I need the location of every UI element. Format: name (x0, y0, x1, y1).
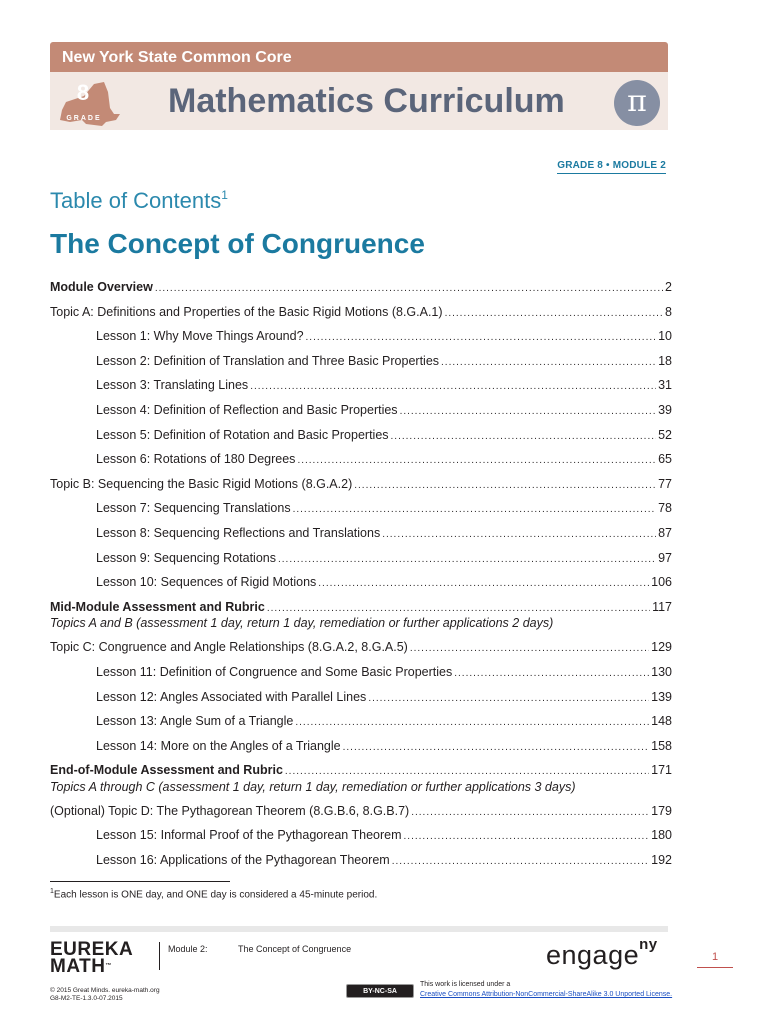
toc-page-number: 78 (658, 501, 672, 516)
toc-page-number: 87 (658, 525, 672, 540)
license-notice (420, 980, 672, 1000)
toc-entry-label: (Optional) Topic D: The Pythagorean Theorem (8.G.B.6, 8.G.B.7) (50, 803, 410, 818)
toc-dot-leader (250, 377, 656, 395)
toc-section-row[interactable] (50, 803, 672, 828)
eureka-math-logo (50, 941, 132, 975)
toc-lesson-row[interactable] (50, 353, 672, 378)
toc-dot-leader (318, 574, 649, 592)
toc-dot-leader (293, 500, 657, 518)
toc-dot-leader (400, 402, 657, 420)
curriculum-banner: New York State Common Core (50, 42, 668, 72)
copyright (50, 987, 160, 1003)
license-text: This work is licensed under a (420, 981, 511, 988)
toc-dot-leader (382, 525, 656, 543)
logo-word-math (50, 958, 132, 975)
logo-word-math-text: MATH (50, 956, 106, 977)
logo-word-eureka: EUREKA (50, 939, 134, 960)
toc-page-number: 129 (651, 640, 672, 655)
toc-dot-leader (306, 328, 657, 346)
toc-page-number: 97 (658, 550, 672, 565)
table-of-contents (50, 279, 672, 877)
toc-lesson-row[interactable] (50, 713, 672, 738)
toc-page-number: 117 (652, 599, 672, 614)
toc-entry-label: Lesson 9: Sequencing Rotations (96, 550, 276, 565)
toc-entry-label: Lesson 12: Angles Associated with Parallel Lines (96, 689, 367, 704)
toc-entry-label: Lesson 3: Translating Lines (96, 378, 249, 393)
footer-module: Module 2: (168, 944, 208, 954)
toc-dot-leader (411, 803, 649, 821)
page-number: 1 (697, 951, 733, 968)
trademark: ™ (105, 963, 112, 969)
toc-dot-leader (267, 599, 650, 617)
toc-dot-leader (295, 713, 649, 731)
toc-entry-label: Module Overview (50, 280, 153, 294)
toc-section-row[interactable] (50, 639, 672, 664)
toc-entry-note: Topics A and B (assessment 1 day, return 1 day, remediation or further applications 2 days) (50, 616, 554, 631)
toc-section-row[interactable] (50, 599, 672, 616)
toc-dot-leader (410, 639, 649, 657)
toc-heading-text: Table of Contents (50, 188, 222, 213)
toc-dot-leader (441, 353, 656, 371)
toc-page-number: 192 (651, 853, 672, 868)
toc-section-row[interactable] (50, 304, 672, 329)
toc-page-number: 39 (658, 402, 672, 417)
toc-page-number: 171 (651, 763, 672, 778)
toc-page-number: 130 (651, 664, 672, 679)
toc-section-row[interactable] (50, 762, 672, 779)
toc-dot-leader (392, 852, 649, 870)
toc-page-number: 139 (651, 689, 672, 704)
toc-lesson-row[interactable] (50, 451, 672, 476)
toc-dot-leader (445, 304, 663, 322)
toc-dot-leader (297, 451, 656, 469)
footnote-rule (50, 881, 230, 882)
ny-text: ny (639, 936, 658, 953)
toc-entry-note: Topics A through C (assessment 1 day, return 1 day, remediation or further applications 3 days) (50, 779, 576, 794)
toc-lesson-row[interactable] (50, 827, 672, 852)
footer-band (50, 926, 668, 932)
toc-lesson-row[interactable] (50, 328, 672, 353)
toc-page-number: 8 (665, 304, 672, 319)
toc-section-row[interactable] (50, 476, 672, 501)
toc-entry-label: Topic A: Definitions and Properties of the Basic Rigid Motions (8.G.A.1) (50, 304, 443, 319)
toc-dot-leader (155, 279, 663, 297)
pi-icon: π (614, 80, 660, 126)
engage-text: engage (546, 940, 640, 970)
toc-lesson-row[interactable] (50, 664, 672, 689)
toc-entry-label: End-of-Module Assessment and Rubric (50, 763, 283, 778)
toc-entry-label: Lesson 8: Sequencing Reflections and Translations (96, 525, 381, 540)
toc-page-number: 158 (651, 738, 672, 753)
engageny-logo (546, 936, 658, 971)
document-code: G8-M2-TE-1.3.0-07.2015 (50, 995, 123, 1002)
toc-lesson-row[interactable] (50, 550, 672, 575)
creative-commons-badge: BY-NC-SA (346, 984, 414, 998)
toc-entry-label: Lesson 2: Definition of Translation and Three Basic Properties (96, 353, 440, 368)
toc-entry-label: Lesson 15: Informal Proof of the Pythagorean Theorem (96, 828, 402, 843)
toc-entry-label: Lesson 14: More on the Angles of a Triangle (96, 738, 341, 753)
module-tag: GRADE 8 • MODULE 2 (557, 160, 666, 174)
toc-entry-label: Lesson 7: Sequencing Translations (96, 501, 291, 516)
footnote (50, 888, 377, 900)
footnote-ref: 1 (221, 188, 228, 202)
toc-page-number: 148 (651, 714, 672, 729)
toc-section-row[interactable] (50, 279, 672, 304)
toc-dot-leader (285, 762, 649, 780)
grade-number: 8 (76, 80, 90, 105)
footnote-text: Each lesson is ONE day, and ONE day is considered a 45-minute period. (53, 889, 378, 901)
document-title: The Concept of Congruence (50, 228, 425, 259)
footer-divider (159, 942, 160, 970)
toc-lesson-row[interactable] (50, 377, 672, 402)
toc-dot-leader (404, 827, 650, 845)
footnote-marker: 1 (50, 888, 54, 895)
toc-page-number: 52 (658, 427, 672, 442)
toc-dot-leader (454, 664, 649, 682)
toc-page-number: 10 (658, 329, 672, 344)
toc-lesson-row[interactable] (50, 525, 672, 550)
toc-entry-label: Lesson 16: Applications of the Pythagorean Theorem (96, 853, 390, 868)
toc-page-number: 77 (658, 476, 672, 491)
toc-dot-leader (343, 738, 650, 756)
toc-lesson-row[interactable] (50, 402, 672, 427)
toc-entry-label: Lesson 13: Angle Sum of a Triangle (96, 714, 294, 729)
toc-entry-label: Lesson 10: Sequences of Rigid Motions (96, 575, 317, 590)
grade-label: GRADE (66, 115, 102, 122)
toc-heading (50, 188, 228, 214)
toc-page-number: 65 (658, 452, 672, 467)
toc-entry-label: Topic B: Sequencing the Basic Rigid Motions (8.G.A.2) (50, 476, 353, 491)
license-link[interactable]: Creative Commons Attribution-NonCommercial-ShareAlike 3.0 Unported License. (420, 991, 673, 998)
toc-dot-leader (368, 689, 649, 707)
toc-dot-leader (278, 550, 656, 568)
toc-page-number: 31 (658, 378, 672, 393)
toc-lesson-row[interactable] (50, 500, 672, 525)
toc-page-number: 180 (651, 828, 672, 843)
toc-lesson-row[interactable] (50, 689, 672, 714)
toc-lesson-row[interactable] (50, 852, 672, 877)
toc-entry-label: Topic C: Congruence and Angle Relationships (8.G.A.2, 8.G.A.5) (50, 640, 408, 655)
toc-page-number: 106 (651, 575, 672, 590)
toc-entry-label: Lesson 4: Definition of Reflection and Basic Properties (96, 402, 398, 417)
toc-entry-label: Lesson 5: Definition of Rotation and Basic Properties (96, 427, 389, 442)
toc-entry-label: Lesson 11: Definition of Congruence and Some Basic Properties (96, 664, 453, 679)
toc-lesson-row[interactable] (50, 427, 672, 452)
toc-entry-label: Lesson 6: Rotations of 180 Degrees (96, 452, 296, 467)
toc-lesson-row[interactable] (50, 574, 672, 599)
toc-entry-label: Lesson 1: Why Move Things Around? (96, 329, 304, 344)
toc-lesson-row[interactable] (50, 738, 672, 763)
toc-page-number: 179 (651, 803, 672, 818)
copyright-line: © 2015 Great Minds. eureka-math.org (50, 987, 160, 994)
toc-page-number: 18 (658, 353, 672, 368)
toc-dot-leader (391, 427, 657, 445)
toc-page-number: 2 (665, 280, 672, 294)
toc-entry-label: Mid-Module Assessment and Rubric (50, 599, 265, 614)
toc-dot-leader (354, 476, 656, 494)
curriculum-title: Mathematics Curriculum (168, 82, 565, 120)
footer-module-title: The Concept of Congruence (238, 944, 352, 954)
